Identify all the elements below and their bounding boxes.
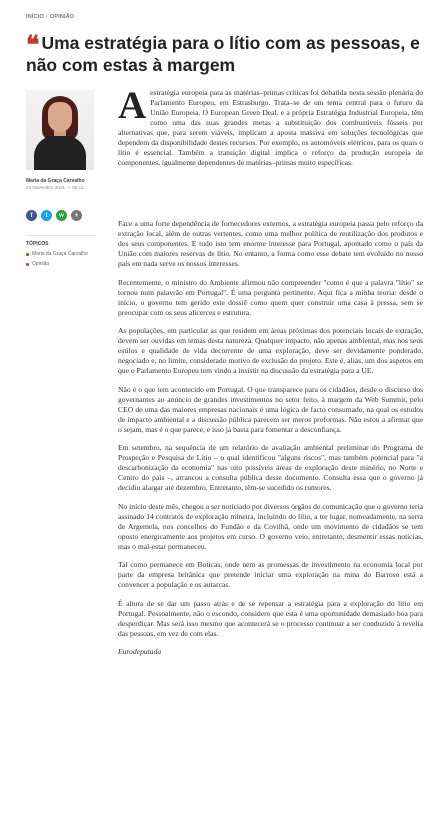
facebook-share-button[interactable] <box>26 210 37 221</box>
topic-label: Opinião <box>32 261 50 267</box>
article-paragraph: Recentemente, o ministro do Ambiente afirmou não compreender "como é que a palavra "lítio" se tornou num palavrão em Portugal". É uma pergunta pertinente. Aqui fica a minha teoria: desde o início, o governo tem gerido este dossiê como quem quer construir uma casa à pressa, sem se preocupar com os seus alicerces e estrutura. <box>118 277 423 317</box>
topics-heading: TÓPICOS <box>26 241 49 247</box>
article-paragraph: As populações, em particular as que residem em áreas próximas dos potenciais locais de extração, devem ser ouvidas em temas desta natureza. Qualquer impacto, não apenas ambiental, mas nos seus estilos e qualidade de vida decorrente de uma exploração, deve ser devidamente ponderado, negociado e, no limite, considerado motivo de exclusão do projeto. Este é, aliás, um dos aspetos em que o Parlamento Europeu tem vindo a insistir na discussão da estratégia para a UE. <box>118 326 423 376</box>
author-photo <box>26 90 94 170</box>
article-paragraph: Face a uma forte dependência de fornecedores externos, a estratégia europeia passa pelo reforço da extração local, além de outras vertentes, como uma melhor política de reutilização dos produtos e dos seus componentes. E tudo isto tem enorme interesse para Portugal, apontado como o país da União com maiores reservas de lítio. No entanto, a forma como esse debate tem evoluído no nosso país em nada serve os nossos interesses. <box>118 219 423 269</box>
facebook-icon: f <box>30 212 33 219</box>
breadcrumb-home-link[interactable]: INÍCIO <box>26 14 45 20</box>
article-paragraph: Não é o que tem acontecido em Portugal. O que transparece para os cidadãos, desde o discurso dos governantes ao anúncio de grandes investimentos no setor feito, à margem da Web Summit, pelo CEO de uma das maiores empresas nacionais é uma lógica de facto consumado, na qual os estudos de impacto ambiental e a discussão pública parecem ser meros proformas. Não estou a afirmar que o sejam, mas é o que parece, e isso já basta para fomentar a desconfiança. <box>118 384 423 434</box>
article-paragraph: Aestratégia europeia para as matérias–primas críticas foi debatida nesta sessão plenária do Parlamento Europeu, em Estrasburgo. Trata–se de um tema central para o futuro da União Europeia. O European Green Deal, e a própria Estratégia Industrial Europeia, têm como uma das suas grandes metas a substituição dos combustíveis fósseis por alternativas que, para serem viáveis, implicam a aposta massiva em soluções tecnológicas que dependem da disponibilidade destes recursos. Por exemplo, os automóveis elétricos, para os quais o lítio é essencial. Também a transição digital implica o reforço da produção europeia de componentes, igualmente dependentes de matérias–primas muito específicas. <box>118 84 423 168</box>
bullet-icon <box>26 263 29 266</box>
drop-cap: A <box>118 84 147 127</box>
more-share-button[interactable] <box>71 210 82 221</box>
author-signature: Eurodeputada <box>118 647 162 657</box>
plus-icon: + <box>74 212 79 219</box>
breadcrumb-section-link[interactable]: OPINIÃO <box>49 14 75 20</box>
topic-label: Maria da Graça Carvalho <box>32 251 88 257</box>
headline-text: Uma estratégia para o lítio com as pessoas, e não com estas à margem <box>26 33 420 75</box>
topic-link[interactable] <box>26 251 96 257</box>
article-headline <box>26 34 421 75</box>
article-body-intro <box>118 84 423 177</box>
publish-date: 24 Novembro 2021 — 00:11 <box>26 185 84 190</box>
article-paragraph: No início deste mês, chegou a ser noticiado por diversos órgãos de comunicação que o governo teria assinado 14 contratos de exploração mineira, incluindo do lítio, a ter lugar, nomeadamente, na serra de Argemela, nos concelhos do Fundão e da Covilhã, onde um movimento de cidadãos se tem oposto energicamente aos projetos em curso. O governo veio, entretanto, desmentir essas notícias, mas o mal-estar permaneceu. <box>118 501 423 551</box>
author-sidebar <box>26 90 96 267</box>
twitter-icon: t <box>45 212 48 219</box>
whatsapp-share-button[interactable] <box>56 210 67 221</box>
breadcrumb: INÍCIO / OPINIÃO <box>26 14 75 20</box>
topic-link[interactable] <box>26 261 96 267</box>
whatsapp-icon: w <box>59 212 64 219</box>
author-name[interactable]: Maria da Graça Carvalho <box>26 178 85 184</box>
article-body <box>118 219 423 665</box>
article-paragraph: É altura de se dar um passo atrás e de se repensar a estratégia para a exploração do lítio em Portugal. Pessoalmente, não o escondo, considero que esta é uma oportunidade demasiado boa para desperdiçar. Mas será isso mesmo que acontecerá se o processo continuar a ser conduzido à revelia das pessoas, em vez de com elas. <box>118 598 423 638</box>
share-buttons <box>26 210 96 221</box>
article-paragraph: Em setembro, na sequência de um relatório de avaliação ambiental preliminar do Programa de Prospeção e Pesquisa de Lítio – o qual identificou "alguns riscos", mas também potencial para "a descarbonização da economia" nas oito possíveis áreas de exploração deste minério, no Norte e Centro do país –, arrancou a consulta pública desse documento. Consulta essa que o governo já decidiu alargar até dezembro. Entretanto, têm-se sucedido os rumores. <box>118 443 423 493</box>
sidebar-divider <box>26 235 96 236</box>
twitter-share-button[interactable] <box>41 210 52 221</box>
bullet-icon <box>26 253 29 256</box>
quote-icon: ❝ <box>26 32 38 59</box>
article-paragraph: Tal como permanece em Boticas, onde nem as promessas de investimento na economia local por parte da empresa britânica que pretende iniciar uma exploração na mina do Barroso está a convencer a população e os autarcas. <box>118 560 423 590</box>
